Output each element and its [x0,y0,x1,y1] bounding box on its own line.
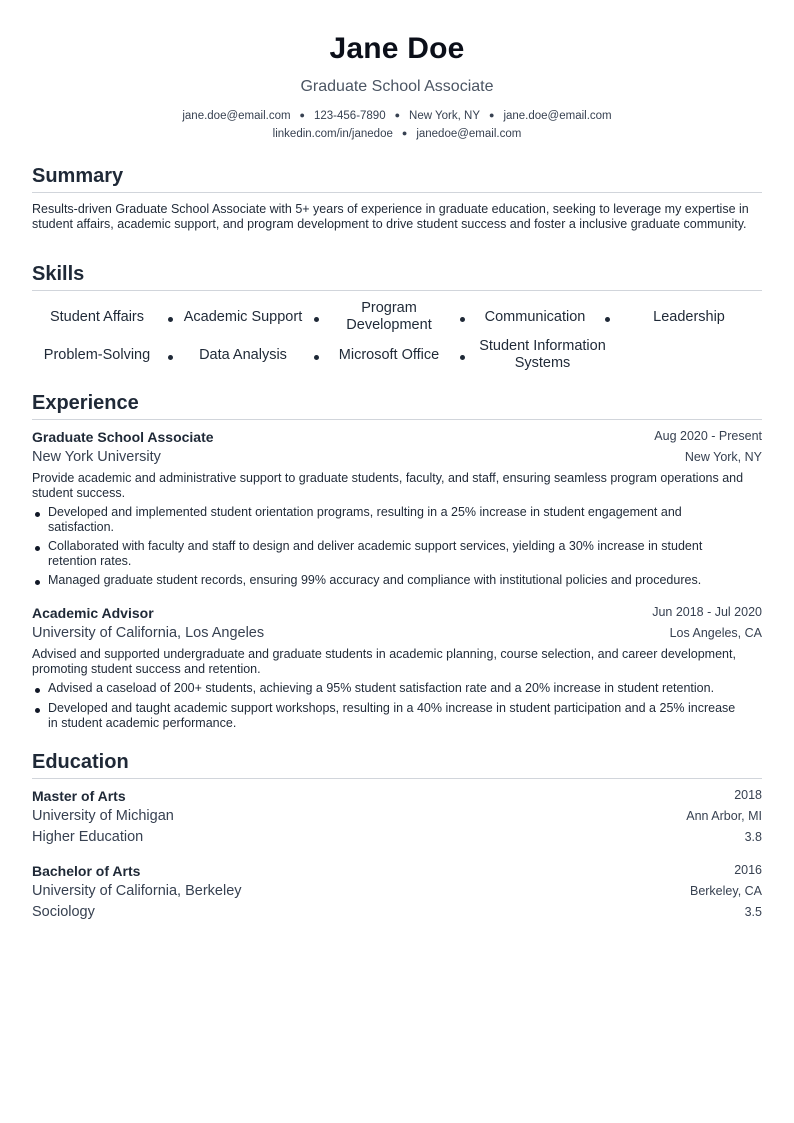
education-school: University of Michigan [32,808,174,824]
skill-item: Student Affairs [49,308,145,325]
summary-text: Results-driven Graduate School Associate with 5+ years of experience in graduate education, seeking to leverage my expertise in student affairs, academic support, and program development to drive student success and foster a inclusive graduate community. [32,202,749,231]
job-bullet-text: Advised a caseload of 200+ students, achieving a 95% student satisfaction rate and a 20% increase in student retention. [48,681,715,695]
job-org-row [32,449,762,467]
contact-location: New York, NY [409,110,480,122]
skills-heading: Skills [32,263,85,285]
job-bullet-text: Developed and taught academic support workshops, resulting in a 40% increase in student participation and a 25% increase in student academic performance. [48,701,736,730]
education-field: Higher Education [32,829,144,845]
education-school-row [32,808,762,826]
skill-separator-dot [314,355,319,360]
job-bullet-text: Developed and implemented student orientation programs, resulting in a 25% increase in student engagement and satisfaction. [48,505,682,534]
bullet-dot [35,708,40,713]
contact-line-2 [32,126,762,141]
education-gpa: 3.8 [744,830,762,844]
job-title: Academic Advisor [32,605,154,621]
skills-divider [32,290,762,291]
skill-separator-dot [168,355,173,360]
skill-item: Student Information Systems [479,338,606,371]
summary-heading: Summary [32,165,124,187]
job-location: New York, NY [684,450,762,464]
skill-item: Leadership [653,308,725,325]
contact-email[interactable]: jane.doe@email.com [182,110,291,122]
education-year: 2016 [734,863,762,877]
education-field-row [32,829,762,847]
education-location: Berkeley, CA [689,884,762,898]
summary-divider [32,192,762,193]
bullet-dot [35,580,40,585]
job-bullet-text: Collaborated with faculty and staff to design and deliver academic support services, yielding a 30% increase in student retention rates. [48,539,703,568]
skill-item: Problem-Solving [43,346,151,363]
education-year: 2018 [734,788,762,802]
education-school: University of California, Berkeley [32,883,242,899]
skill-item: Microsoft Office [338,346,440,363]
skill-item: Data Analysis [199,346,287,363]
bullet-dot [35,512,40,517]
skill-separator-dot [460,355,465,360]
skill-separator-dot [605,317,610,322]
job-dates: Jun 2018 - Jul 2020 [652,605,762,619]
job-header [32,605,762,623]
candidate-title: Graduate School Associate [300,78,494,95]
job-dates: Aug 2020 - Present [654,429,762,443]
job-organization: New York University [32,449,161,465]
education-school-row [32,883,762,901]
contact-email-alt[interactable]: janedoe@email.com [416,128,522,140]
job-organization: University of California, Los Angeles [32,625,265,641]
education-degree: Bachelor of Arts [32,863,141,879]
bullet-dot [35,688,40,693]
skill-item: Communication [484,308,586,325]
job-description: Provide academic and administrative support to graduate students, faculty, and staff, ensuring seamless program operations and student success. [32,471,744,500]
job-bullet-text: Managed graduate student records, ensuring 99% accuracy and compliance with institutional policies and procedures. [48,573,702,587]
skill-separator-dot [168,317,173,322]
job-location: Los Angeles, CA [669,626,762,640]
education-gpa: 3.5 [744,905,762,919]
contact-linkedin[interactable]: linkedin.com/in/janedoe [272,128,393,140]
experience-heading: Experience [32,392,139,414]
contact-line-1 [32,108,762,123]
bullet-separator: ● [394,110,401,120]
skill-item: Program Development [346,300,432,333]
contact-email-secondary[interactable]: jane.doe@email.com [503,110,612,122]
candidate-name: Jane Doe [329,32,465,65]
education-degree-row [32,863,762,881]
bullet-dot [35,546,40,551]
skills-row-1 [32,297,762,337]
experience-divider [32,419,762,420]
education-location: Ann Arbor, MI [686,809,762,823]
skill-item: Academic Support [183,308,303,325]
education-heading: Education [32,751,129,773]
bullet-separator: ● [489,110,495,120]
job-org-row [32,625,762,643]
contact-phone[interactable]: 123-456-7890 [313,110,386,122]
education-degree: Master of Arts [32,788,126,804]
education-degree-row [32,788,762,806]
education-field: Sociology [32,904,95,920]
bullet-separator: ● [299,110,305,120]
bullet-separator: ● [401,128,408,138]
job-description: Advised and supported undergraduate and graduate students in academic planning, course selection, and career development, promoting student success and retention. [32,647,736,676]
job-header [32,429,762,447]
job-title: Graduate School Associate [32,429,214,445]
skill-separator-dot [314,317,319,322]
education-divider [32,778,762,779]
education-field-row [32,904,762,922]
skill-separator-dot [460,317,465,322]
skills-row-2 [32,335,762,375]
